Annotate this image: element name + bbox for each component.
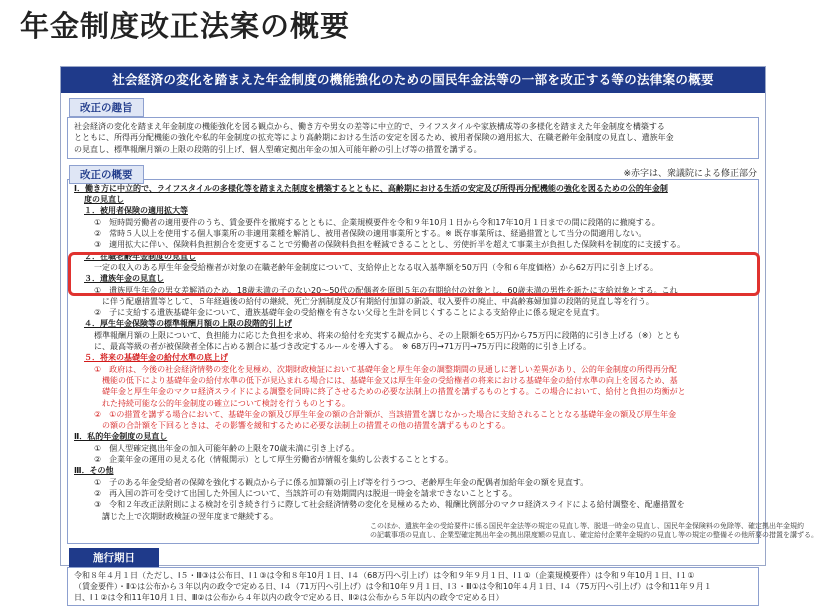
item-1-5-line: ② ①の措置を講ずる場合において、基礎年金の額及び厚生年金の額の合計額が、当該措置を講じなかった場合に支給されることとなる基礎年金の額及び厚生年金 bbox=[94, 409, 677, 419]
section-3-line: ② 再入国の許可を受けて出国した外国人について、当該許可の有効期間内は脱退一時金を請求できないこととする。 bbox=[94, 488, 517, 498]
footnote-line: このほか、遺族年金の受給要件に係る国民年金法等の規定の見直し等、脱退一時金の見直し、国民年金保険料の免除等、確定拠出年金規約 bbox=[370, 521, 804, 530]
item-1-3-title: ３．遺族年金の見直し bbox=[84, 274, 164, 284]
item-1-2-title: ２．在職老齢年金制度の見直し bbox=[84, 251, 196, 261]
purpose-box bbox=[67, 117, 759, 159]
item-1-5-line: 礎年金と厚生年金のマクロ経済スライドによる調整を同時に終了させるための必要な法制上の措置を講ずるものとする。この場合において、給付と負担の均衡がと bbox=[94, 387, 686, 397]
section-3-line: ① 子のある年金受給者の保障を強化する観点から子に係る加算額の引上げ等を行うつつ、老齢厚生年金の配偶者加給年金の額を見直す。 bbox=[94, 477, 589, 487]
section-2-line: ② 企業年金の運用の見える化（情報開示）として厚生労働省が情報を集約し公表することとする。 bbox=[94, 455, 454, 465]
item-1-4-line: に、最高等級の者が被保険者全体に占める割合に基づき改定するルールを導入する。 ※ 68万円→71万円→75万円に段階的に引き上げる。 bbox=[94, 342, 592, 352]
section-1-title-cont: 度の見直し bbox=[84, 195, 124, 205]
section-1-title: Ⅰ．働き方に中立的で、ライフスタイルの多様化等を踏まえた制度を構築するとともに、高齢期における生活の安定及び所得再分配機能の強化を図るための公的年金制 bbox=[74, 183, 668, 193]
schedule-line: （賃金要件）・Ⅱ①は公布から３年以内の政令で定める日、Ⅰ４（71万円へ引上げ）は令和10年９月１日、Ⅰ３・Ⅲ①は令和10年４月１日、Ⅰ４（75万円へ引上げ）は令和11年９月１ bbox=[74, 582, 712, 591]
document-banner: 社会経済の変化を踏まえた年金制度の機能強化のための国民年金法等の一部を改正する等の法律案の概要 bbox=[61, 67, 765, 93]
purpose-line: の見直し、標準報酬月額の上限の段階的引上げ、個人型確定拠出年金の加入可能年齢の引上げ等の措置を講ずる。 bbox=[74, 144, 482, 154]
page-title: 年金制度改正法案の概要 bbox=[20, 9, 351, 43]
section-3-title: Ⅲ．その他 bbox=[74, 466, 114, 476]
item-1-1-line: ② 常時５人以上を使用する個人事業所の非適用業種を解消し、被用者保険の適用事業所とする。※ 既存事業所は、経過措置として当分の間適用しない。 bbox=[94, 229, 647, 239]
item-1-5-line: れた持続可能な公的年金制度の確立について検討を行うものとする。 bbox=[94, 398, 350, 408]
section-2-title: Ⅱ．私的年金制度の見直し bbox=[74, 432, 168, 442]
item-1-1-title: １．被用者保険の適用拡大等 bbox=[84, 206, 188, 216]
section-2-line: ① 個人型確定拠出年金の加入可能年齢の上限を70歳未満に引き上げる。 bbox=[94, 443, 360, 453]
section-3-line: 講じた上で次期財政検証の翌年度まで継続する。 bbox=[94, 511, 278, 521]
overview-box bbox=[67, 179, 818, 544]
amendment-note: ※赤字は、衆議院による修正部分 bbox=[623, 168, 757, 179]
schedule-heading: 施行期日 bbox=[69, 548, 159, 567]
item-1-1-line: ① 短時間労働者の適用要件のうち、賃金要件を撤廃するとともに、企業規模要件を令和９年10月１日から令和17年10月１日までの間に段階的に撤廃する。 bbox=[94, 217, 660, 227]
schedule-line: 日、Ⅰ１②は令和11年10月１日、Ⅲ②は公布から４年以内の政令で定める日、Ⅱ②は公布から５年以内の政令で定める日） bbox=[74, 593, 504, 603]
schedule-box bbox=[67, 567, 759, 606]
item-1-5-title: ５．将来の基礎年金の給付水準の底上げ bbox=[84, 353, 228, 363]
item-1-5-line: ① 政府は、今後の社会経済情勢の変化を見極め、次期財政検証において基礎年金と厚生年金の調整期間の見通しに著しい差異があり、公的年金制度の所得再分配 bbox=[94, 364, 677, 374]
purpose-line: 社会経済の変化を踏まえ年金制度の機能強化を図る観点から、働き方や男女の差等に中立的で、ライフスタイルや家族構成等の多様化を踏まえた年金制度を構築する bbox=[74, 122, 665, 131]
item-1-5-line: 機能の低下により基礎年金の給付水準の低下が見込まれる場合には、基礎年金又は厚生年金の受給権者の将来における基礎年金の給付水準の向上を図るため、基 bbox=[94, 375, 678, 385]
footnote-line: の記載事項の見直し、企業型確定拠出年金の拠出限度額の見直し、確定給付企業年金規約の見直し等の規定の整備その他所要の措置を講ずる。 bbox=[370, 530, 818, 539]
item-1-3-line: に伴う配慮措置等として、５年経過後の給付の継続、死亡分割制度及び有期給付加算の新設、収入要件の廃止、中高齢寡婦加算の段階的見直し等を行う。 bbox=[94, 296, 654, 306]
summary-document bbox=[60, 66, 818, 603]
schedule-line: 令和８年４月１日（ただし、Ⅰ５・Ⅲ③は公布日、Ⅰ１③は令和８年10月１日、Ⅰ４（68万円へ引上げ）は令和９年９月１日、Ⅰ１①（企業規模要件）は令和９年10月１日、Ⅰ１① bbox=[74, 570, 695, 580]
item-1-3-line: ② 子に支給する遺族基礎年金について、遺族基礎年金の受給権を有さない父母と生計を同じくすることによる支給停止に係る規定を見直す。 bbox=[94, 308, 605, 318]
section-3-line: ③ 令和２年改正法附則による検討を引き続き行うに際して社会経済情勢の変化を見極めるため、報酬比例部分のマクロ経済スライドによる給付調整を、配慮措置を bbox=[94, 500, 685, 510]
item-1-2-text: 一定の収入のある厚生年金受給権者が対象の在職老齢年金制度について、支給停止となる収入基準額を50万円（令和６年度価格）から62万円に引き上げる。 bbox=[94, 262, 659, 272]
item-1-1-line: ③ 適用拡大に伴い、保険料負担割合を変更することで労働者の保険料負担を軽減できることとし、労使折半を超えて事業主が負担した保険料を制度的に支援する。 bbox=[94, 240, 686, 250]
item-1-5-line: の額の合計額を下回るときは、その影響を緩和するために必要な法制上の措置その他の措置を講ずるものとする。 bbox=[94, 421, 510, 431]
overview-heading: 改正の概要 bbox=[69, 165, 144, 184]
purpose-heading: 改正の趣旨 bbox=[69, 98, 144, 117]
item-1-4-line: 標準報酬月額の上限について、負担能力に応じた負担を求め、将来の給付を充実する観点から、その上限額を65万円から75万円に段階的に引き上げる（※）ととも bbox=[94, 330, 681, 340]
item-1-4-title: ４．厚生年金保険等の標準報酬月額の上限の段階的引上げ bbox=[84, 319, 292, 329]
item-1-3-line: ① 遺族厚生年金の男女差解消のため、18歳未満の子のない20～50代の配偶者を原則５年の有期給付の対象とし、60歳未満の男性を新たに支給対象とする。これ bbox=[94, 285, 678, 295]
purpose-line: とともに、所得再分配機能の強化や私的年金制度の拡充等により高齢期における生活の安定を図るため、被用者保険の適用拡大、在職老齢年金制度の見直し、遺族年金 bbox=[74, 133, 674, 143]
